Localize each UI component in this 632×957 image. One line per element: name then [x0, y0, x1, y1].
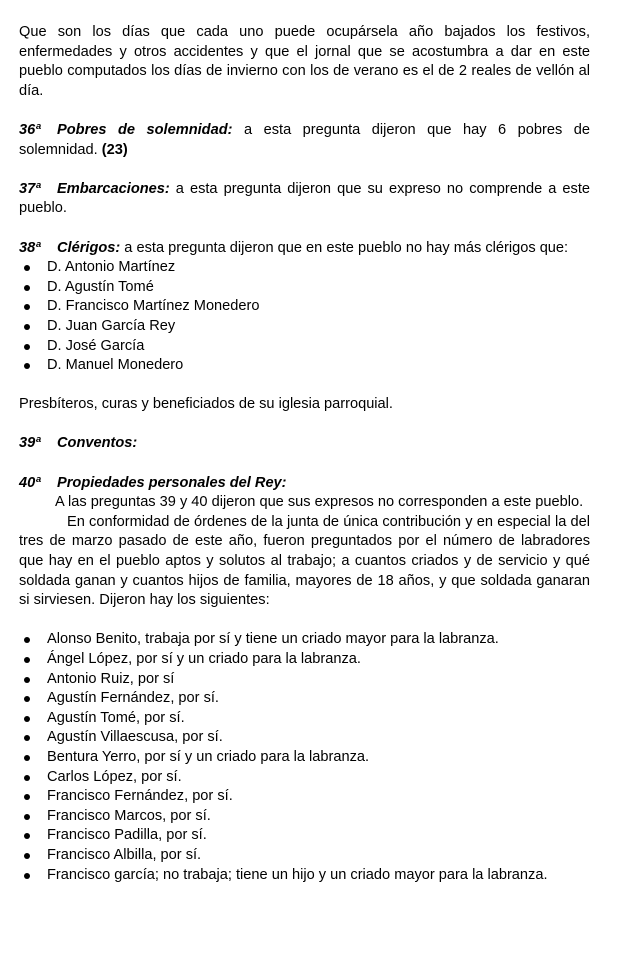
list-item: Antonio Ruiz, por sí	[19, 670, 590, 690]
list-item: Bentura Yerro, por sí y un criado para la labranza.	[19, 748, 590, 768]
list-item: Francisco Marcos, por sí.	[19, 807, 590, 827]
q37-title: Embarcaciones:	[57, 180, 170, 197]
list-item: Francisco Padilla, por sí.	[19, 826, 590, 846]
list-item: Agustín Fernández, por sí.	[19, 689, 590, 709]
list-item: Francisco Albilla, por sí.	[19, 846, 590, 866]
list-item: Francisco garcía; no trabaja; tiene un hijo y un criado mayor para la labranza.	[19, 866, 590, 886]
q40-paragraph-2: En conformidad de órdenes de la junta de única contribución y en especial la del tres de marzo pasado de este año, fueron preguntados por el número de labradores que hay en el pueblo aptos y solutos al trabajo; a cuantos criados y de servicio y qué soldada ganan y cuantos hijos de familia, mayores de 18 años, y que soldada ganaran si sirviesen. Dijeron hay los siguientes:	[19, 513, 590, 609]
q36-paragraph	[19, 121, 590, 160]
q40-number: 40ª	[19, 474, 41, 491]
list-item: D. Antonio Martínez	[19, 258, 590, 278]
q38-text: a esta pregunta dijeron que en este pueblo no hay más clérigos que:	[120, 239, 569, 256]
list-item: Francisco Fernández, por sí.	[19, 787, 590, 807]
q40-paragraph-1: A las preguntas 39 y 40 dijeron que sus expresos no corresponden a este pueblo.	[55, 494, 584, 511]
q39-number: 39ª	[19, 435, 41, 452]
q38-title: Clérigos:	[57, 239, 121, 256]
list-item: Agustín Villaescusa, por sí.	[19, 728, 590, 748]
list-item: D. Juan García Rey	[19, 317, 590, 337]
labradores-list	[19, 630, 590, 885]
list-item: D. Agustín Tomé	[19, 278, 590, 298]
clergy-list	[19, 258, 590, 376]
q36-title: Pobres de solemnidad:	[57, 121, 233, 138]
list-item: D. José García	[19, 337, 590, 357]
list-item: Carlos López, por sí.	[19, 768, 590, 788]
q40-title: Propiedades personales del Rey:	[57, 474, 287, 491]
q36-text: a esta pregunta dijeron que hay 6 pobres de solemnidad.	[19, 121, 590, 158]
list-item: D. Francisco Martínez Monedero	[19, 297, 590, 317]
q38-closing: Presbíteros, curas y beneficiados de su iglesia parroquial.	[19, 396, 393, 413]
q38-number: 38ª	[19, 239, 41, 256]
q38-paragraph	[19, 239, 590, 259]
list-item: D. Manuel Monedero	[19, 356, 590, 376]
q37-number: 37ª	[19, 180, 41, 197]
q40-heading	[19, 474, 590, 494]
q39-paragraph	[19, 434, 590, 454]
q36-number: 36ª	[19, 121, 41, 138]
intro-paragraph: Que son los días que cada uno puede ocupársela año bajados los festivos, enfermedades y otros accidentes y que el jornal que se acostumbra a dar en este pueblo computados los días de invierno con los de verano es el de 2 reales de vellón al día.	[19, 24, 590, 99]
q39-title: Conventos:	[57, 435, 138, 452]
list-item: Ángel López, por sí y un criado para la labranza.	[19, 650, 590, 670]
list-item: Agustín Tomé, por sí.	[19, 709, 590, 729]
list-item: Alonso Benito, trabaja por sí y tiene un criado mayor para la labranza.	[19, 630, 590, 650]
document-page	[19, 23, 590, 885]
q37-text: a esta pregunta dijeron que su expreso no comprende a este pueblo.	[19, 180, 590, 217]
q37-paragraph	[19, 180, 590, 219]
q36-footnote-ref: (23)	[101, 141, 128, 158]
